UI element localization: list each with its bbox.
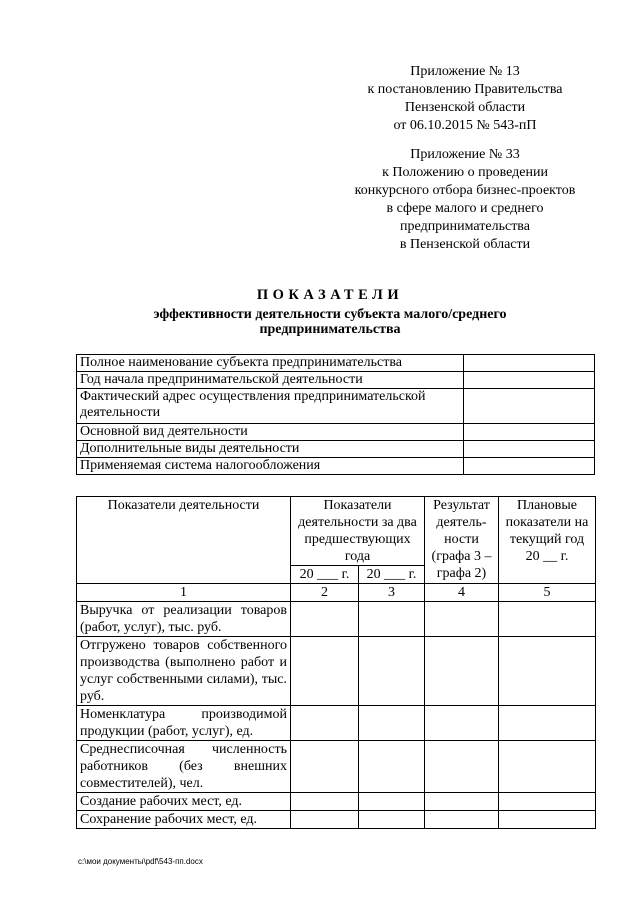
table-row	[77, 793, 596, 811]
appendix-line: конкурсного отбора бизнес-проектов	[354, 183, 576, 198]
document-title: ПОКАЗАТЕЛИ	[256, 287, 404, 303]
appendix-line: от 06.10.2015 № 543-пП	[393, 118, 537, 133]
table-row	[77, 706, 596, 741]
info-value-cell[interactable]	[464, 389, 595, 424]
indicator-label: Сохранение рабочих мест, ед.	[77, 811, 291, 829]
appendix-line: к Положению о проведении	[382, 165, 548, 180]
info-row	[77, 424, 595, 441]
performance-indicators-table	[76, 496, 596, 829]
appendix-line: предпринимательства	[400, 219, 530, 234]
info-label: Полное наименование субъекта предпринимательства	[77, 355, 464, 372]
appendix-line: в Пензенской области	[399, 237, 531, 252]
value-cell[interactable]	[425, 602, 499, 637]
header-year-b: 20 ___ г.	[359, 566, 425, 584]
column-number: 2	[291, 584, 359, 602]
entity-info-table	[76, 354, 595, 475]
indicator-label: Номенклатура производимой продукции (работ, услуг), ед.	[77, 706, 291, 741]
document-subtitle: эффективности деятельности субъекта малого/среднего	[153, 307, 507, 322]
appendix-line: Пензенской области	[404, 100, 526, 115]
value-cell[interactable]	[359, 811, 425, 829]
header-prev-years: Показатели деятельности за два предшествующих года	[291, 497, 425, 566]
info-value-cell[interactable]	[464, 372, 595, 389]
info-row	[77, 458, 595, 475]
value-cell[interactable]	[359, 793, 425, 811]
column-number: 3	[359, 584, 425, 602]
table-row	[77, 741, 596, 793]
info-row	[77, 441, 595, 458]
appendix-13-block	[350, 63, 580, 135]
value-cell[interactable]	[359, 602, 425, 637]
info-label: Применяемая система налогообложения	[77, 458, 464, 475]
appendix-line: к постановлению Правительства	[367, 82, 563, 97]
indicator-label: Среднесписочная численность работников (без внешних совместителей), чел.	[77, 741, 291, 793]
value-cell[interactable]	[291, 637, 359, 706]
header-result: Результат деятель-ности (графа 3 – графа 2)	[425, 497, 499, 584]
header-planned: Плановые показатели на текущий год 20 __ г.	[499, 497, 596, 584]
indicator-label: Создание рабочих мест, ед.	[77, 793, 291, 811]
value-cell[interactable]	[499, 602, 596, 637]
info-label: Год начала предпринимательской деятельности	[77, 372, 464, 389]
info-row	[77, 389, 595, 424]
indicator-label: Выручка от реализации товаров (работ, услуг), тыс. руб.	[77, 602, 291, 637]
table-header-row	[77, 497, 596, 566]
value-cell[interactable]	[425, 637, 499, 706]
value-cell[interactable]	[291, 793, 359, 811]
file-path-footer: c:\мои документы\pdf\543-пп.docx	[78, 857, 203, 866]
info-row	[77, 372, 595, 389]
value-cell[interactable]	[425, 811, 499, 829]
appendix-line: Приложение № 33	[410, 147, 520, 162]
info-value-cell[interactable]	[464, 424, 595, 441]
value-cell[interactable]	[291, 602, 359, 637]
value-cell[interactable]	[425, 793, 499, 811]
appendix-line: в сфере малого и среднего	[386, 201, 544, 216]
value-cell[interactable]	[291, 706, 359, 741]
column-number-row	[77, 584, 596, 602]
info-value-cell[interactable]	[464, 355, 595, 372]
value-cell[interactable]	[359, 706, 425, 741]
header-indicators: Показатели деятельности	[77, 497, 291, 584]
value-cell[interactable]	[499, 811, 596, 829]
value-cell[interactable]	[359, 637, 425, 706]
header-year-a: 20 ___ г.	[291, 566, 359, 584]
info-label: Фактический адрес осуществления предпринимательской деятельности	[77, 389, 464, 424]
value-cell[interactable]	[499, 741, 596, 793]
value-cell[interactable]	[359, 741, 425, 793]
table-row	[77, 637, 596, 706]
value-cell[interactable]	[499, 637, 596, 706]
appendix-line: Приложение № 13	[410, 64, 520, 79]
info-value-cell[interactable]	[464, 441, 595, 458]
value-cell[interactable]	[291, 741, 359, 793]
info-value-cell[interactable]	[464, 458, 595, 475]
info-row	[77, 355, 595, 372]
indicator-label: Отгружено товаров собственного производства (выполнено работ и услуг собственными силами), тыс. руб.	[77, 637, 291, 706]
value-cell[interactable]	[425, 741, 499, 793]
value-cell[interactable]	[291, 811, 359, 829]
document-subtitle: предпринимательства	[259, 322, 401, 337]
column-number: 5	[499, 584, 596, 602]
table-row	[77, 602, 596, 637]
info-label: Основной вид деятельности	[77, 424, 464, 441]
value-cell[interactable]	[425, 706, 499, 741]
table-row	[77, 811, 596, 829]
value-cell[interactable]	[499, 793, 596, 811]
appendix-33-block	[350, 146, 580, 254]
column-number: 1	[77, 584, 291, 602]
value-cell[interactable]	[499, 706, 596, 741]
column-number: 4	[425, 584, 499, 602]
info-label: Дополнительные виды деятельности	[77, 441, 464, 458]
